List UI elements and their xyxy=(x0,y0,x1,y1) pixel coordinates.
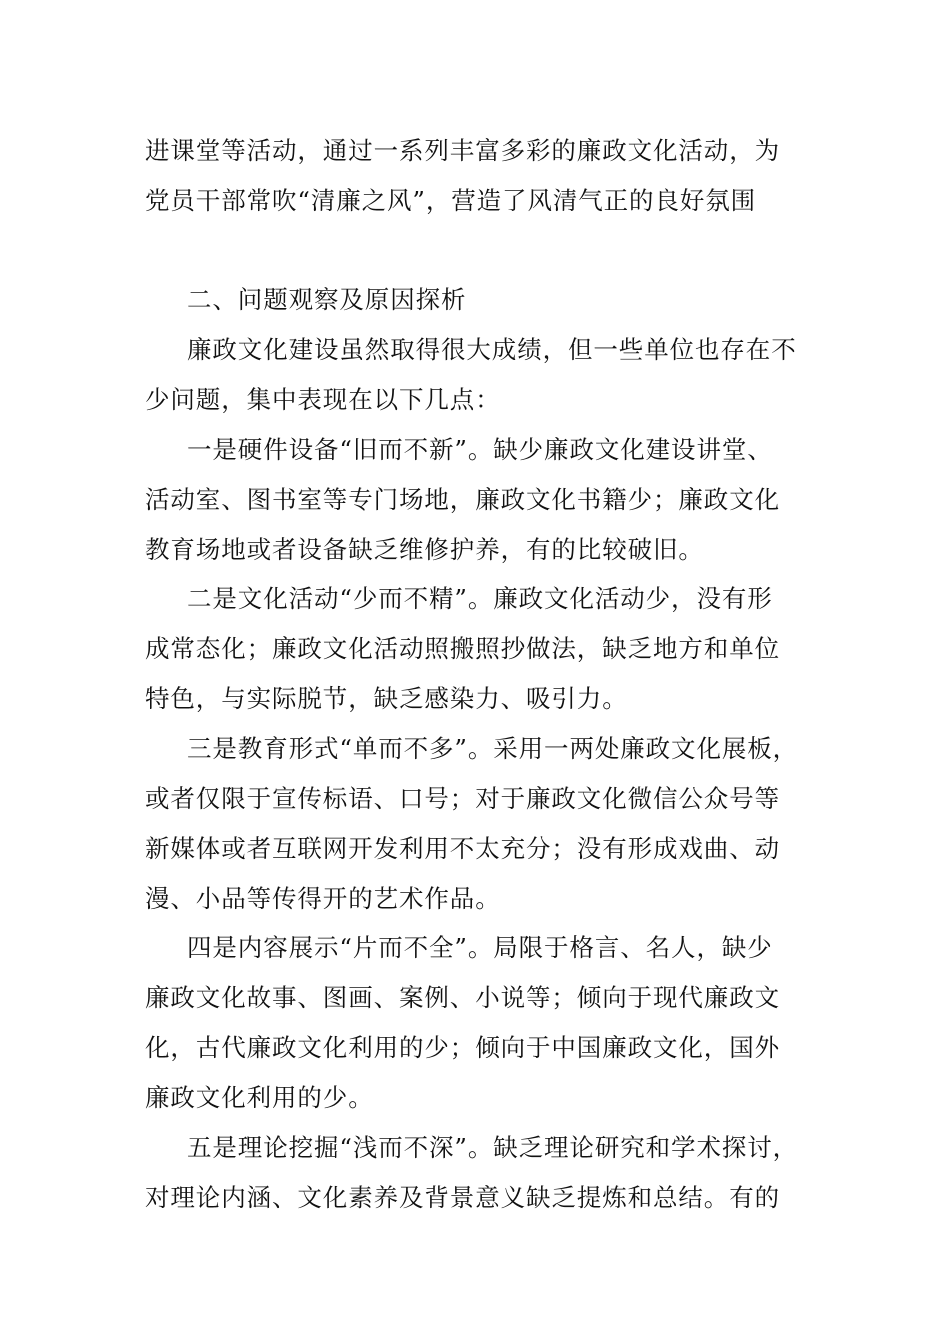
text-line: 廉政文化故事、图画、案例、小说等；倾向于现代廉政文 xyxy=(145,983,780,1012)
text-line: 成常态化；廉政文化活动照搬照抄做法，缺乏地方和单位 xyxy=(145,634,780,663)
text-line: 活动室、图书室等专门场地，廉政文化书籍少；廉政文化 xyxy=(145,485,780,514)
text-line: 化，古代廉政文化利用的少；倾向于中国廉政文化，国外 xyxy=(145,1033,780,1062)
text-line: 漫、小品等传得开的艺术作品。 xyxy=(145,884,501,913)
paragraph-start: 一是硬件设备“旧而不新”。缺少廉政文化建设讲堂、 xyxy=(187,435,773,464)
text-line: 对理论内涵、文化素养及背景意义缺乏提炼和总结。有的 xyxy=(145,1183,780,1212)
section-heading: 二、问题观察及原因探析 xyxy=(187,285,467,314)
text-line: 特色，与实际脱节，缺乏感染力、吸引力。 xyxy=(145,684,628,713)
text-line: 教育场地或者设备缺乏维修护养，有的比较破旧。 xyxy=(145,535,704,564)
text-line: 党员干部常吹“清廉之风”，营造了风清气正的良好氛围 xyxy=(145,186,757,215)
text-line: 或者仅限于宣传标语、口号；对于廉政文化微信公众号等 xyxy=(145,784,780,813)
paragraph-start: 二是文化活动“少而不精”。廉政文化活动少，没有形 xyxy=(187,584,773,613)
text-line: 廉政文化利用的少。 xyxy=(145,1083,374,1112)
paragraph-start: 四是内容展示“片而不全”。局限于格言、名人，缺少 xyxy=(187,933,773,962)
paragraph-start: 廉政文化建设虽然取得很大成绩，但一些单位也存在不 xyxy=(187,335,797,364)
text-line: 新媒体或者互联网开发利用不太充分；没有形成戏曲、动 xyxy=(145,834,780,863)
paragraph-start: 五是理论挖掘“浅而不深”。缺乏理论研究和学术探讨， xyxy=(187,1133,799,1162)
text-line: 少问题，集中表现在以下几点： xyxy=(145,385,501,414)
text-line: 进课堂等活动，通过一系列丰富多彩的廉政文化活动，为 xyxy=(145,136,780,165)
paragraph-start: 三是教育形式“单而不多”。采用一两处廉政文化展板， xyxy=(187,734,799,763)
